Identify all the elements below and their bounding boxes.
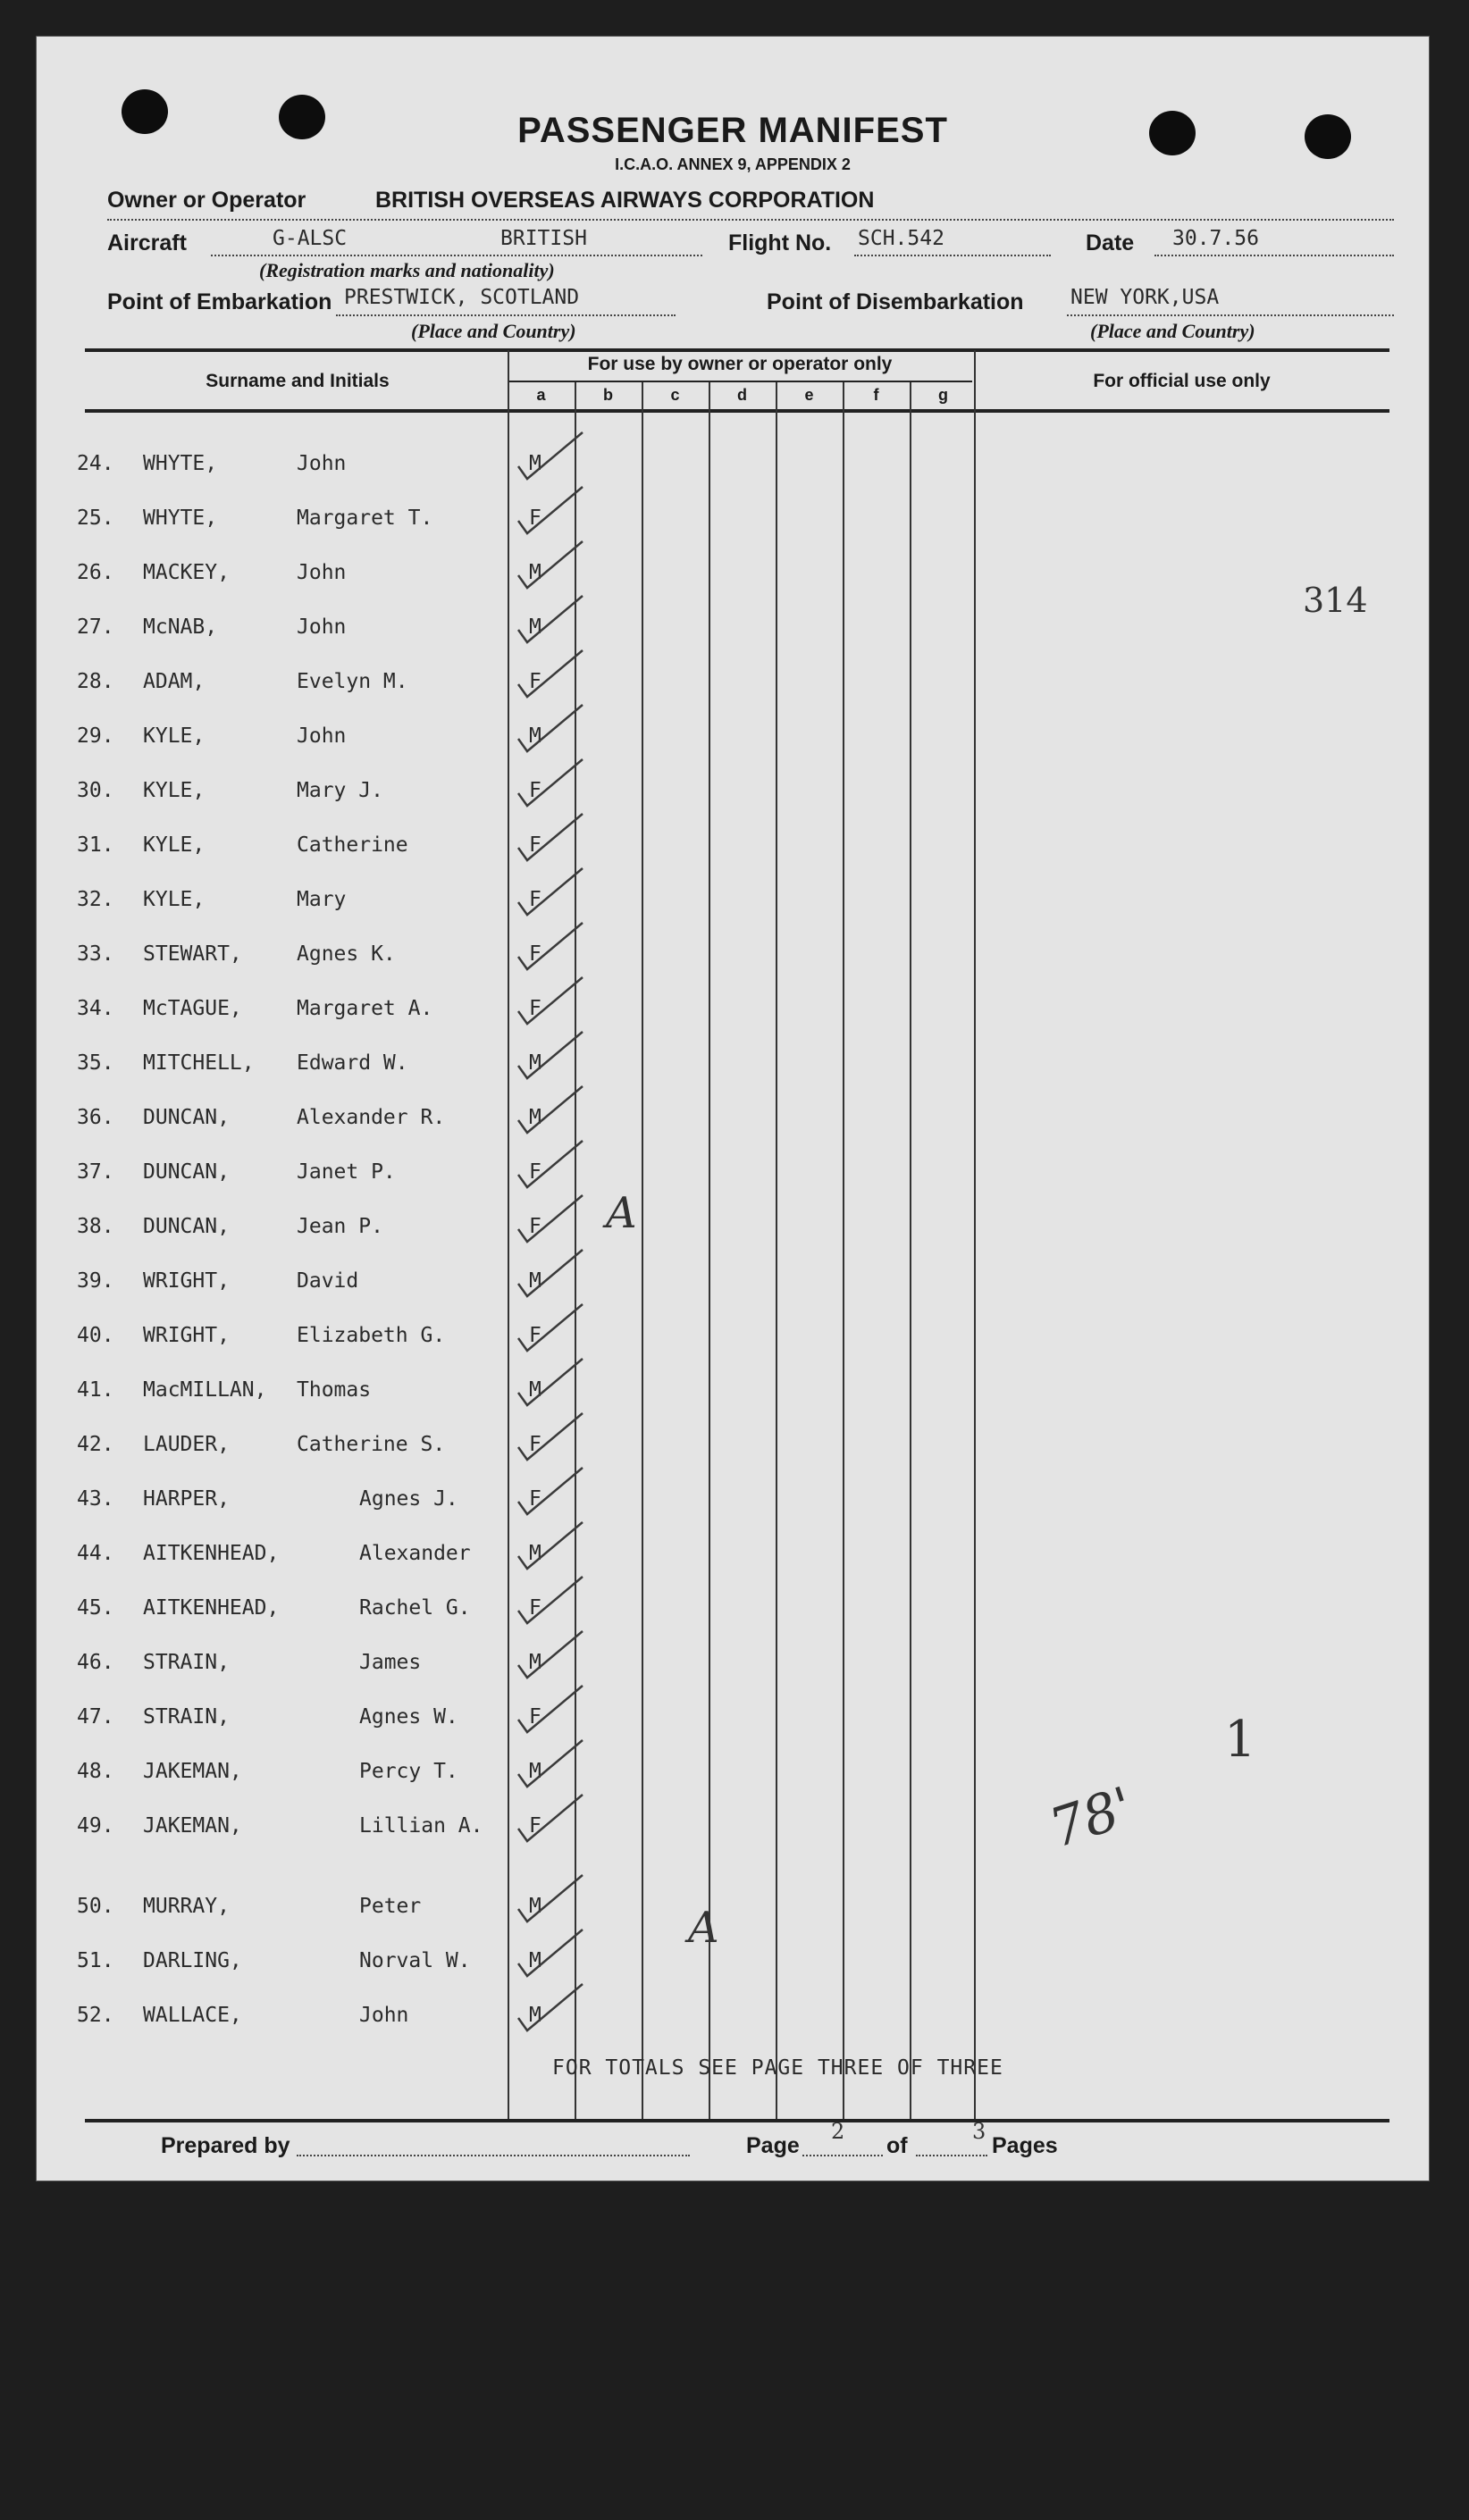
passenger-sex: M [529, 1269, 541, 1293]
passenger-given-name: Agnes K. [297, 942, 396, 966]
check-mark [518, 868, 583, 915]
passenger-sex: F [529, 1433, 541, 1456]
check-mark [518, 1795, 583, 1841]
passenger-surname: WALLACE, [143, 2004, 242, 2027]
flight-label: Flight No. [728, 230, 832, 255]
passenger-sex: M [529, 1106, 541, 1129]
passenger-given-name: Margaret T. [297, 507, 433, 530]
passenger-sex: F [529, 1596, 541, 1620]
passenger-surname: KYLE, [143, 779, 206, 802]
margin-tick: 1 [1224, 1711, 1256, 1769]
passenger-sex: M [529, 1651, 541, 1674]
flight-value: SCH.542 [858, 227, 944, 250]
date-label: Date [1086, 230, 1135, 255]
passenger-number: 46. [77, 1651, 114, 1674]
check-mark [518, 923, 583, 969]
check-mark [518, 1359, 583, 1405]
manifest-page [36, 36, 1430, 2181]
passenger-sex: M [529, 1895, 541, 1918]
passenger-surname: MacMILLAN, [143, 1378, 267, 1402]
disembark-label: Point of Disembarkation [767, 289, 1024, 314]
of-label: of [886, 2133, 908, 2158]
passenger-surname: McTAGUE, [143, 997, 242, 1020]
prepared-by-rule [297, 2155, 690, 2156]
passenger-number: 30. [77, 779, 114, 802]
passenger-sex: M [529, 724, 541, 748]
passenger-given-name: John [297, 452, 347, 475]
passenger-surname: WHYTE, [143, 507, 218, 530]
passenger-given-name: Peter [359, 1895, 422, 1918]
column-letter: g [938, 386, 948, 404]
passenger-number: 48. [77, 1760, 114, 1783]
passenger-number: 26. [77, 561, 114, 584]
passenger-number: 37. [77, 1160, 114, 1184]
page-title: PASSENGER MANIFEST [517, 111, 948, 150]
passenger-number: 24. [77, 452, 114, 475]
column-letter: f [873, 386, 879, 404]
check-mark [518, 1086, 583, 1133]
page-subtitle: I.C.A.O. ANNEX 9, APPENDIX 2 [615, 155, 851, 173]
passenger-number: 40. [77, 1324, 114, 1347]
passenger-number: 45. [77, 1596, 114, 1620]
check-mark [518, 1522, 583, 1569]
column-letter: b [603, 386, 613, 404]
passenger-surname: KYLE, [143, 724, 206, 748]
passenger-surname: ADAM, [143, 670, 206, 693]
passenger-given-name: Agnes J. [359, 1487, 458, 1511]
passenger-number: 31. [77, 833, 114, 857]
passenger-given-name: John [297, 561, 347, 584]
owner-use-header: For use by owner or operator only [587, 354, 893, 374]
disembark-note: (Place and Country) [1090, 320, 1255, 342]
passenger-sex: M [529, 1051, 541, 1075]
passenger-surname: DARLING, [143, 1949, 242, 1972]
passenger-number: 47. [77, 1705, 114, 1729]
prepared-by-label: Prepared by [161, 2133, 290, 2158]
passenger-sex: F [529, 942, 541, 966]
passenger-surname: MACKEY, [143, 561, 230, 584]
check-mark [518, 1984, 583, 2030]
passenger-surname: McNAB, [143, 615, 218, 639]
name-column-header: Surname and Initials [206, 371, 390, 391]
passenger-given-name: John [297, 615, 347, 639]
check-mark [518, 1686, 583, 1732]
page-total: 3 [972, 2119, 986, 2144]
passenger-number: 43. [77, 1487, 114, 1511]
passenger-sex: F [529, 779, 541, 802]
passenger-given-name: Rachel G. [359, 1596, 471, 1620]
passenger-number: 44. [77, 1542, 114, 1565]
passenger-sex: F [529, 997, 541, 1020]
check-mark [518, 1413, 583, 1460]
pages-label: Pages [992, 2133, 1058, 2158]
check-mark [518, 596, 583, 642]
passenger-sex: F [529, 888, 541, 911]
passenger-given-name: Agnes W. [359, 1705, 458, 1729]
passenger-surname: AITKENHEAD, [143, 1542, 280, 1565]
passenger-number: 49. [77, 1814, 114, 1838]
passenger-sex: M [529, 561, 541, 584]
passenger-given-name: John [359, 2004, 409, 2027]
passenger-given-name: Margaret A. [297, 997, 433, 1020]
passenger-sex: M [529, 615, 541, 639]
check-mark [518, 1304, 583, 1351]
check-mark [518, 1032, 583, 1078]
passenger-surname: WRIGHT, [143, 1324, 230, 1347]
passenger-surname: MURRAY, [143, 1895, 230, 1918]
page-rule [802, 2155, 883, 2156]
check-mark [518, 650, 583, 697]
check-mark [518, 977, 583, 1024]
aircraft-nationality: BRITISH [500, 227, 587, 250]
column-letter: c [670, 386, 680, 404]
passenger-number: 52. [77, 2004, 114, 2027]
check-mark [518, 1631, 583, 1678]
check-mark [518, 1195, 583, 1242]
passenger-sex: F [529, 833, 541, 857]
passenger-number: 33. [77, 942, 114, 966]
passenger-given-name: James [359, 1651, 422, 1674]
passenger-number: 39. [77, 1269, 114, 1293]
aircraft-reg: G-ALSC [273, 227, 348, 250]
passenger-surname: KYLE, [143, 888, 206, 911]
passenger-given-name: Edward W. [297, 1051, 408, 1075]
passenger-given-name: Mary [297, 888, 347, 911]
passenger-number: 29. [77, 724, 114, 748]
passenger-given-name: Mary J. [297, 779, 383, 802]
aircraft-note: (Registration marks and nationality) [259, 259, 555, 281]
passenger-sex: M [529, 2004, 541, 2027]
owner-label: Owner or Operator [107, 188, 306, 213]
passenger-sex: M [529, 1949, 541, 1972]
column-letter: e [804, 386, 814, 404]
official-use-header: For official use only [1093, 371, 1271, 391]
check-mark [518, 541, 583, 588]
passenger-sex: F [529, 1324, 541, 1347]
column-letter: d [737, 386, 747, 404]
page-number: 2 [831, 2119, 845, 2144]
embark-label: Point of Embarkation [107, 289, 332, 314]
passenger-sex: F [529, 507, 541, 530]
passenger-given-name: John [297, 724, 347, 748]
passenger-sex: F [529, 1705, 541, 1729]
passenger-number: 38. [77, 1215, 114, 1238]
passenger-sex: M [529, 452, 541, 475]
check-mark [518, 1468, 583, 1514]
check-mark [518, 1930, 583, 1976]
passenger-sex: F [529, 670, 541, 693]
passenger-given-name: Catherine S. [297, 1433, 446, 1456]
passenger-given-name: Lillian A. [359, 1814, 483, 1838]
check-mark [518, 432, 583, 479]
check-mark [518, 1250, 583, 1296]
passenger-number: 27. [77, 615, 114, 639]
passenger-surname: AITKENHEAD, [143, 1596, 280, 1620]
check-mark [518, 1740, 583, 1787]
embark-value: PRESTWICK, SCOTLAND [344, 286, 580, 309]
page-label: Page [746, 2133, 800, 2158]
passenger-given-name: Alexander [359, 1542, 471, 1565]
passenger-surname: STEWART, [143, 942, 242, 966]
table-bottom-rule [85, 2119, 1389, 2122]
passenger-sex: M [529, 1760, 541, 1783]
aircraft-label: Aircraft [107, 230, 187, 255]
passenger-sex: M [529, 1542, 541, 1565]
passenger-surname: JAKEMAN, [143, 1760, 242, 1783]
passenger-sex: F [529, 1215, 541, 1238]
passenger-surname: WRIGHT, [143, 1269, 230, 1293]
passenger-number: 35. [77, 1051, 114, 1075]
check-mark [518, 705, 583, 751]
date-value: 30.7.56 [1172, 227, 1259, 250]
passenger-given-name: David [297, 1269, 359, 1293]
check-mark [518, 814, 583, 860]
passenger-given-name: Elizabeth G. [297, 1324, 446, 1347]
margin-scrawl: 78' [1042, 1775, 1141, 1861]
column-b-mark: A [606, 1188, 637, 1238]
passenger-surname: STRAIN, [143, 1651, 230, 1674]
column-letter: a [536, 386, 546, 404]
passenger-surname: HARPER, [143, 1487, 230, 1511]
passenger-sex: F [529, 1814, 541, 1838]
passenger-surname: DUNCAN, [143, 1215, 230, 1238]
passenger-number: 42. [77, 1433, 114, 1456]
passenger-given-name: Catherine [297, 833, 408, 857]
embark-note: (Place and Country) [411, 320, 576, 342]
passenger-number: 41. [77, 1378, 114, 1402]
passenger-surname: STRAIN, [143, 1705, 230, 1729]
passenger-given-name: Norval W. [359, 1949, 471, 1972]
check-mark [518, 1875, 583, 1921]
check-mark [518, 1141, 583, 1187]
passenger-number: 50. [77, 1895, 114, 1918]
passenger-number: 25. [77, 507, 114, 530]
passenger-number: 34. [77, 997, 114, 1020]
passenger-surname: MITCHELL, [143, 1051, 255, 1075]
passenger-surname: DUNCAN, [143, 1160, 230, 1184]
passenger-given-name: Percy T. [359, 1760, 458, 1783]
passenger-sex: M [529, 1378, 541, 1402]
of-rule [916, 2155, 987, 2156]
passenger-given-name: Jean P. [297, 1215, 383, 1238]
passenger-given-name: Evelyn M. [297, 670, 408, 693]
column-b-mark: A [688, 1903, 719, 1953]
passenger-given-name: Janet P. [297, 1160, 396, 1184]
owner-value: BRITISH OVERSEAS AIRWAYS CORPORATION [375, 188, 875, 213]
passenger-surname: DUNCAN, [143, 1106, 230, 1129]
passenger-surname: WHYTE, [143, 452, 218, 475]
passenger-number: 28. [77, 670, 114, 693]
check-marks [36, 36, 1430, 2181]
passenger-number: 51. [77, 1949, 114, 1972]
passenger-sex: F [529, 1160, 541, 1184]
passenger-sex: F [529, 1487, 541, 1511]
passenger-number: 36. [77, 1106, 114, 1129]
passenger-surname: LAUDER, [143, 1433, 230, 1456]
passenger-number: 32. [77, 888, 114, 911]
passenger-surname: JAKEMAN, [143, 1814, 242, 1838]
check-mark [518, 1577, 583, 1623]
passenger-given-name: Thomas [297, 1378, 372, 1402]
disembark-value: NEW YORK,USA [1070, 286, 1220, 309]
check-mark [518, 759, 583, 806]
passenger-surname: KYLE, [143, 833, 206, 857]
check-mark [518, 487, 583, 533]
official-number: 314 [1303, 581, 1368, 620]
passenger-given-name: Alexander R. [297, 1106, 446, 1129]
totals-note: FOR TOTALS SEE PAGE THREE OF THREE [552, 2056, 1003, 2080]
